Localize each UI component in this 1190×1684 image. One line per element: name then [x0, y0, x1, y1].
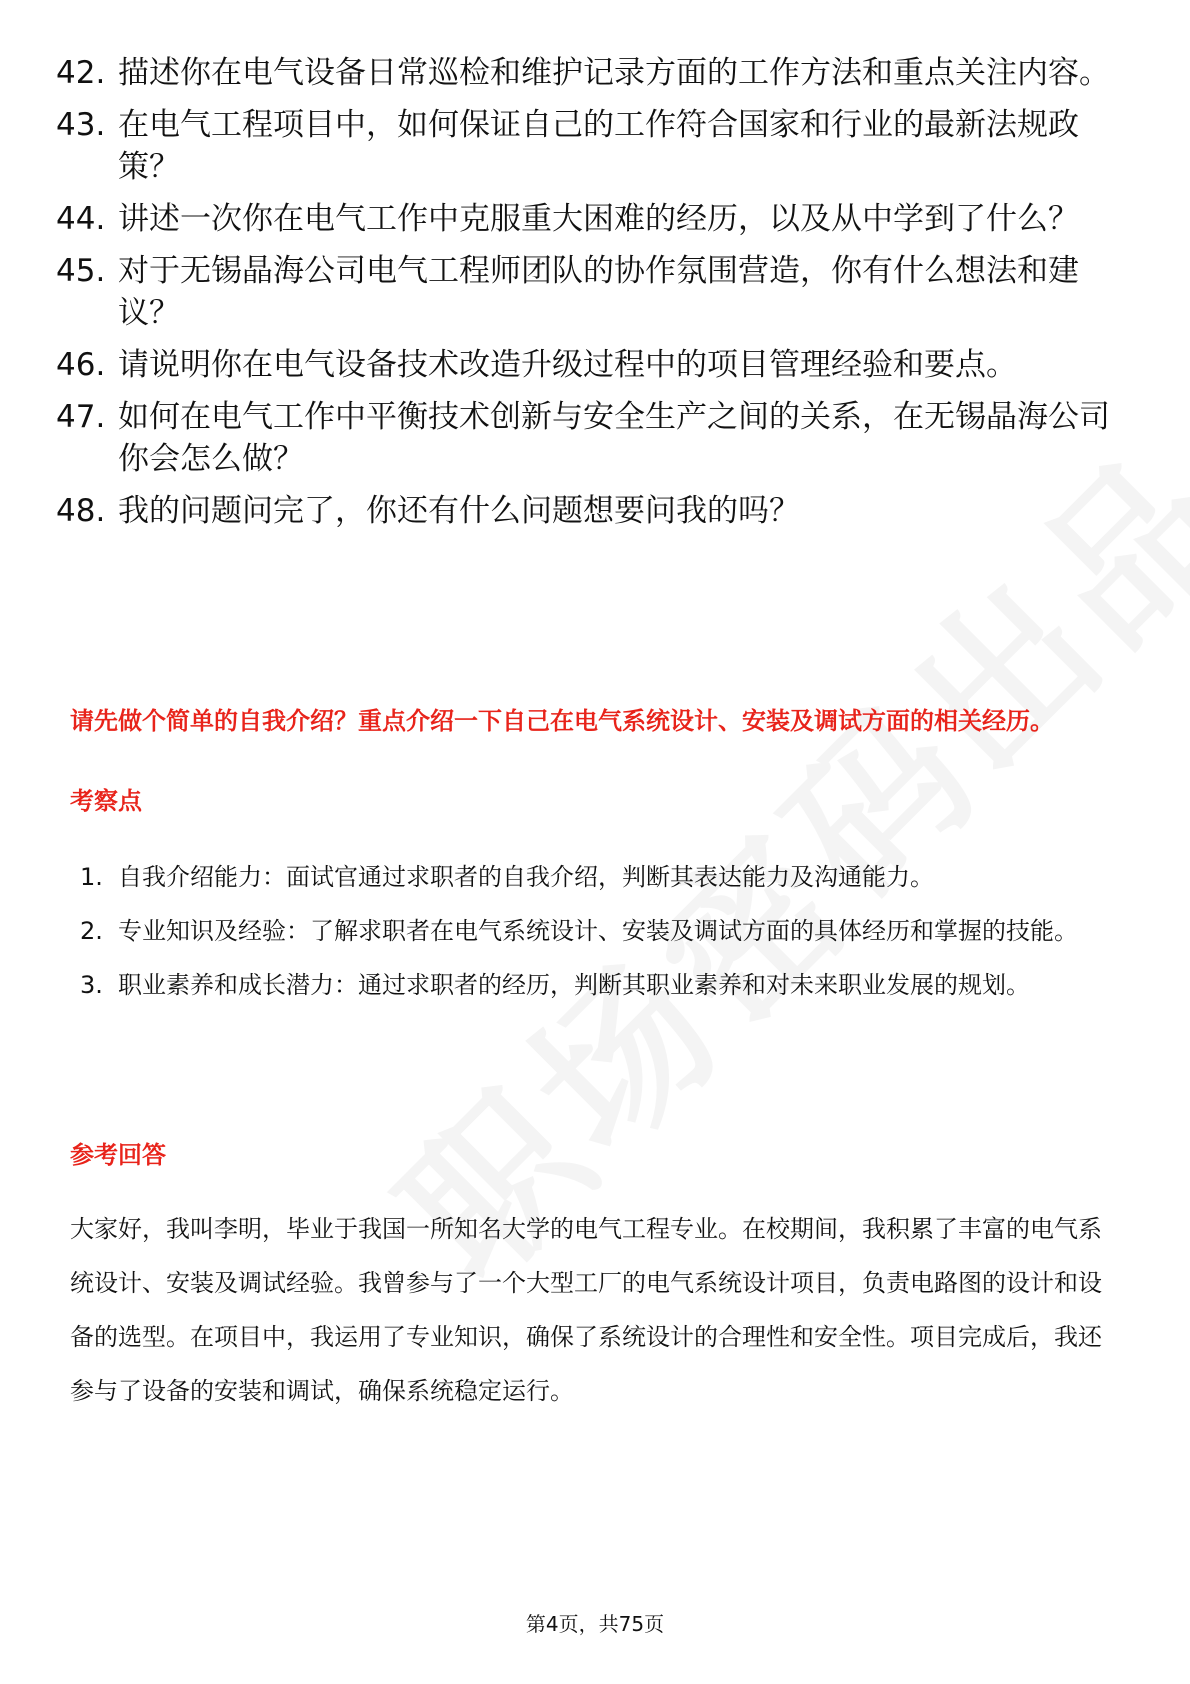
- point-number: 1.: [80, 863, 103, 891]
- point-text: 自我介绍能力：面试官通过求职者的自我介绍，判断其表达能力及沟通能力。: [118, 863, 934, 891]
- point-item: [80, 850, 1120, 904]
- question-number: 45.: [56, 253, 106, 289]
- question-text: 如何在电气工作中平衡技术创新与安全生产之间的关系，在无锡晶海公司你会怎么做？: [118, 399, 1110, 477]
- question-text: 我的问题问完了，你还有什么问题想要问我的吗？: [118, 493, 800, 529]
- point-item: [80, 958, 1120, 1012]
- point-number: 3.: [80, 971, 103, 999]
- answer-heading: 参考回答: [70, 1141, 166, 1169]
- answer-paragraph: 大家好，我叫李明，毕业于我国一所知名大学的电气工程专业。在校期间，我积累了丰富的电气系统设计、安装及调试经验。我曾参与了一个大型工厂的电气系统设计项目，负责电路图的设计和设备的选型。在项目中，我运用了专业知识，确保了系统设计的合理性和安全性。项目完成后，我还参与了设备的安装和调试，确保系统稳定运行。: [70, 1215, 1102, 1405]
- question-text: 在电气工程项目中，如何保证自己的工作符合国家和行业的最新法规政策？: [118, 107, 1079, 185]
- question-text: 讲述一次你在电气工作中克服重大困难的经历，以及从中学到了什么？: [118, 201, 1079, 237]
- question-item: [56, 344, 1116, 386]
- question-item: [56, 396, 1116, 480]
- points-heading: 考察点: [70, 787, 142, 815]
- question-number: 44.: [56, 201, 106, 237]
- question-item: [56, 198, 1116, 240]
- question-number: 42.: [56, 55, 106, 91]
- question-text: 请说明你在电气设备技术改造升级过程中的项目管理经验和要点。: [118, 347, 1017, 383]
- question-text: 对于无锡晶海公司电气工程师团队的协作氛围营造，你有什么想法和建议？: [118, 253, 1079, 331]
- question-number: 46.: [56, 347, 106, 383]
- question-number: 48.: [56, 493, 106, 529]
- point-item: [80, 904, 1120, 958]
- section-question-title: 请先做个简单的自我介绍？重点介绍一下自己在电气系统设计、安装及调试方面的相关经历。: [70, 707, 1054, 735]
- point-text: 职业素养和成长潜力：通过求职者的经历，判断其职业素养和对未来职业发展的规划。: [118, 971, 1030, 999]
- question-item: [56, 490, 1116, 532]
- question-item: [56, 52, 1116, 94]
- points-list: [80, 850, 1120, 1012]
- question-number: 43.: [56, 107, 106, 143]
- question-number: 47.: [56, 399, 106, 435]
- page-footer: 第4页，共75页: [525, 1612, 665, 1636]
- question-item: [56, 250, 1116, 334]
- question-list: [56, 52, 1116, 542]
- question-item: [56, 104, 1116, 188]
- point-number: 2.: [80, 917, 103, 945]
- point-text: 专业知识及经验：了解求职者在电气系统设计、安装及调试方面的具体经历和掌握的技能。: [118, 917, 1078, 945]
- question-text: 描述你在电气设备日常巡检和维护记录方面的工作方法和重点关注内容。: [118, 55, 1110, 91]
